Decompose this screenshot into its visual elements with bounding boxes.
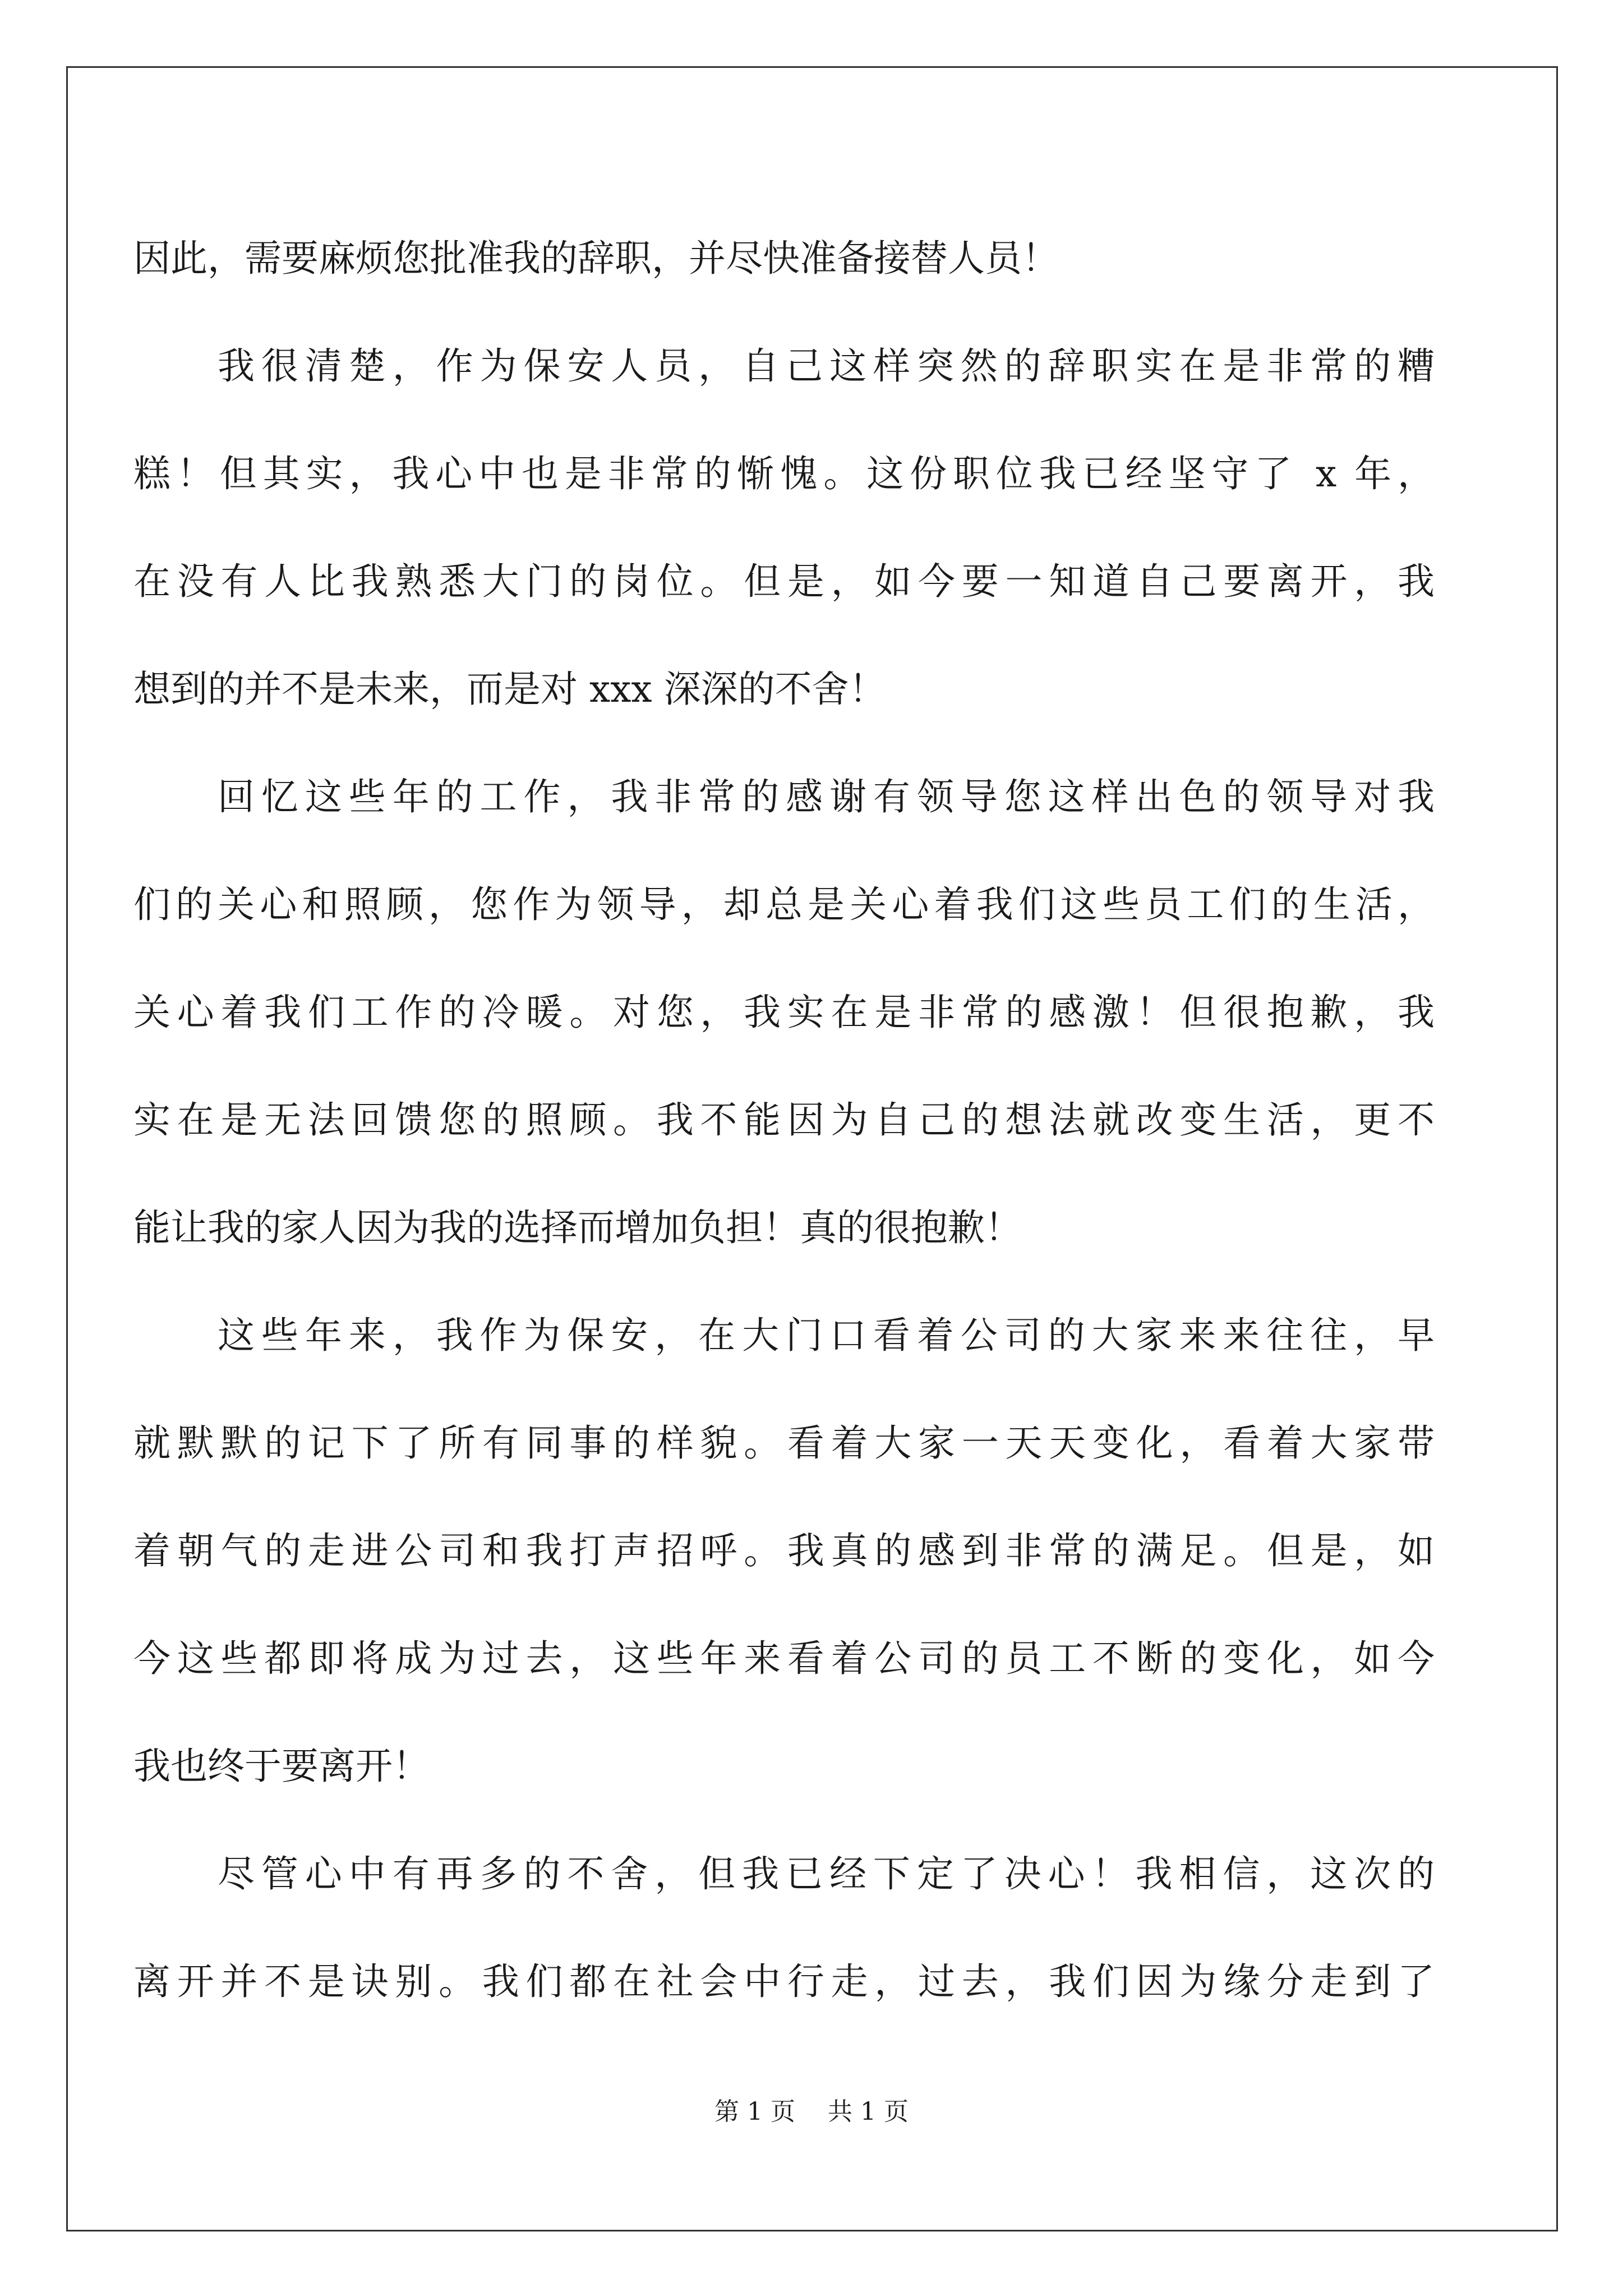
text-line: 实在是无法回馈您的照顾。我不能因为自己的想法就改变生活，更不 bbox=[133, 1098, 1435, 1142]
page-number-current: 第 1 页 bbox=[714, 2097, 795, 2126]
text-line: 今这些都即将成为过去，这些年来看着公司的员工不断的变化，如今 bbox=[133, 1637, 1435, 1680]
text-line: 这些年来，我作为保安，在大门口看着公司的大家来来往往，早 bbox=[218, 1314, 1435, 1357]
text-line: 离开并不是诀别。我们都在社会中行走，过去，我们因为缘分走到了 bbox=[133, 1960, 1435, 2003]
text-line: 糕！但其实，我心中也是非常的惭愧。这份职位我已经坚守了 x 年， bbox=[133, 452, 1435, 495]
text-line: 因此，需要麻烦您批准我的辞职，并尽快准备接替人员！ bbox=[133, 237, 1059, 280]
text-line: 关心着我们工作的冷暖。对您，我实在是非常的感激！但很抱歉，我 bbox=[133, 991, 1435, 1034]
text-line: 能让我的家人因为我的选择而增加负担！真的很抱歉！ bbox=[133, 1206, 1022, 1249]
page-number-total: 共 1 页 bbox=[828, 2097, 909, 2126]
text-line: 在没有人比我熟悉大门的岗位。但是，如今要一知道自己要离开，我 bbox=[133, 560, 1435, 603]
text-line: 想到的并不是未来，而是对 xxx 深深的不舍！ bbox=[133, 668, 886, 711]
text-line: 我很清楚，作为保安人员，自己这样突然的辞职实在是非常的糟 bbox=[218, 344, 1435, 388]
page-footer bbox=[0, 2095, 1623, 2129]
text-line: 回忆这些年的工作，我非常的感谢有领导您这样出色的领导对我 bbox=[218, 775, 1435, 818]
text-line: 就默默的记下了所有同事的样貌。看着大家一天天变化，看着大家带 bbox=[133, 1421, 1435, 1465]
document-body bbox=[133, 205, 1435, 2036]
text-line: 尽管心中有再多的不舍，但我已经下定了决心！我相信，这次的 bbox=[218, 1852, 1435, 1895]
text-line: 着朝气的走进公司和我打声招呼。我真的感到非常的满足。但是，如 bbox=[133, 1529, 1435, 1572]
text-line: 们的关心和照顾，您作为领导，却总是关心着我们这些员工们的生活， bbox=[133, 883, 1435, 926]
text-line: 我也终于要离开！ bbox=[133, 1745, 430, 1788]
